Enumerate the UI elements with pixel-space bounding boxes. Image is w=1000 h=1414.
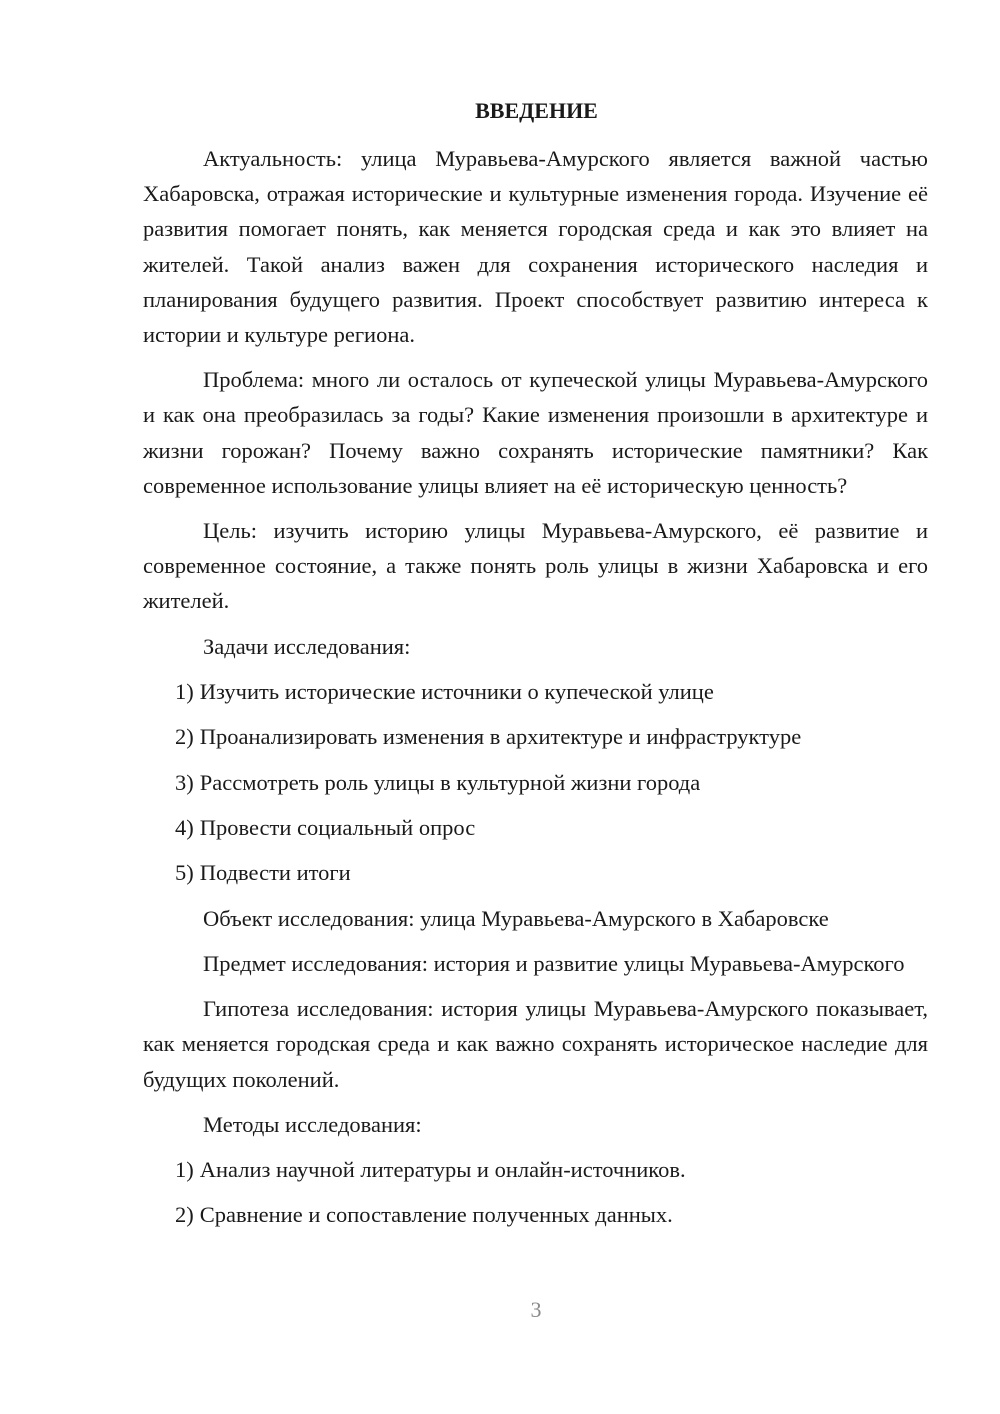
object-paragraph: Объект исследования: улица Муравьева-Амурского в Хабаровске: [203, 905, 829, 931]
list-text: Сравнение и сопоставление полученных данных.: [199, 1202, 673, 1228]
list-item: [143, 674, 928, 709]
list-text: Подвести итоги: [199, 860, 351, 886]
list-number: 3): [175, 769, 194, 795]
list-text: Провести социальный опрос: [199, 815, 476, 841]
list-text: Проанализировать изменения в архитектуре и инфраструктуре: [199, 724, 802, 750]
list-item: [143, 719, 928, 754]
subject-paragraph: Предмет исследования: история и развитие улицы Муравьева-Амурского: [203, 951, 905, 976]
methods-list: [143, 1152, 928, 1232]
list-item: [143, 765, 928, 800]
relevance-paragraph: Актуальность: улица Муравьева-Амурского является важной частью Хабаровска, отражая исторические и культурные изменения города. Изучение её развития помогает понять, как меняется городская среда и как это влияет на жителей. Такой анализ важен для сохранения исторического наследия и планирования будущего развития. Проект способствует развитию интереса к истории и культуре региона.: [143, 146, 928, 348]
list-item: [143, 1152, 928, 1187]
list-text: Рассмотреть роль улицы в культурной жизни города: [199, 769, 701, 795]
tasks-list: [143, 674, 928, 891]
list-number: 1): [175, 1157, 194, 1183]
list-item: [143, 1197, 928, 1232]
list-item: [143, 855, 928, 890]
list-text: Изучить исторические источники о купеческой улице: [199, 678, 714, 704]
list-number: 1): [175, 678, 194, 704]
problem-paragraph: Проблема: много ли осталось от купеческой улицы Муравьева-Амурского и как она преобразилась за годы? Какие изменения произошли в архитектуре и жизни горожан? Почему важно сохранять исторические памятники? Как современное использование улицы влияет на её историческую ценность?: [143, 367, 928, 498]
page-content: [143, 94, 928, 1243]
goal-paragraph: Цель: изучить историю улицы Муравьева-Амурского, её развитие и современное состояние, а также понять роль улицы в жизни Хабаровска и его жителей.: [143, 518, 928, 614]
list-number: 4): [175, 815, 194, 841]
list-number: 2): [175, 724, 194, 750]
hypothesis-paragraph: Гипотеза исследования: история улицы Муравьева-Амурского показывает, как меняется городская среда и как важно сохранять историческое наследие для будущих поколений.: [143, 996, 928, 1092]
list-number: 5): [175, 860, 194, 886]
page-number: 3: [530, 1297, 542, 1322]
tasks-heading: Задачи исследования:: [203, 633, 411, 659]
list-number: 2): [175, 1202, 194, 1228]
methods-heading: Методы исследования:: [203, 1111, 422, 1137]
list-item: [143, 810, 928, 845]
list-text: Анализ научной литературы и онлайн-источников.: [199, 1157, 686, 1183]
section-title: ВВЕДЕНИЕ: [475, 98, 598, 123]
